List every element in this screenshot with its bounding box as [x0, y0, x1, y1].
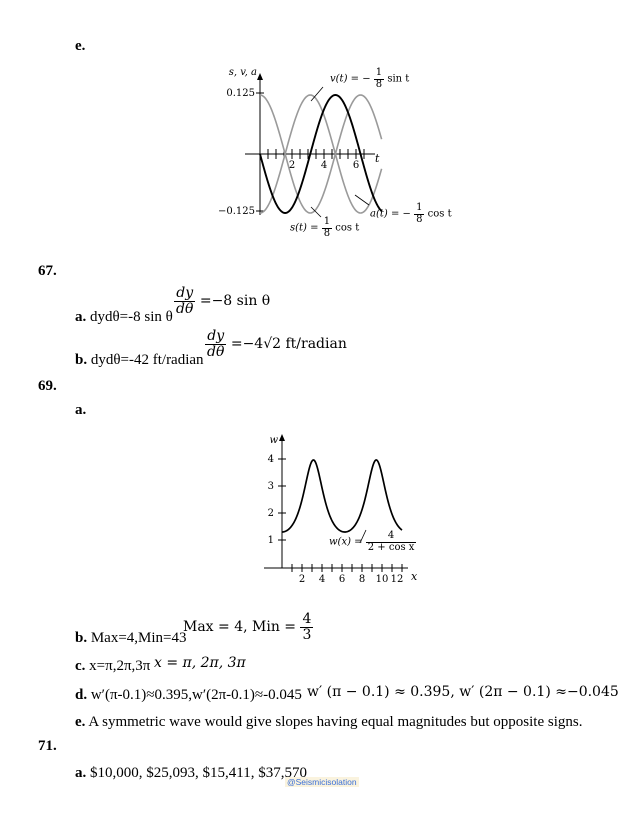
w-x-tick-2: 2: [298, 574, 306, 585]
p69-b-label: b.: [75, 630, 88, 646]
p67-b-line: [75, 352, 204, 369]
p71-a-text: $10,000, $25,093, $15,411, $37,570: [90, 765, 307, 781]
watermark-link[interactable]: @Seismicisolation: [287, 777, 357, 787]
p69-b-text: Max=4,Min=43: [90, 630, 187, 646]
a-function-label: a(t) = − $\frac{1}{8}$ cos t: [370, 202, 452, 225]
w-x-tick-6: 6: [338, 574, 346, 585]
p69-c-math: x = π, 2π, 3π: [154, 655, 246, 671]
x-axis-label: t: [375, 152, 380, 165]
p69-b-math: Max = 4, Min = $\frac{4}{3}$: [183, 611, 312, 643]
p69-c-label: c.: [75, 658, 86, 674]
a-leader: [355, 195, 369, 205]
x-tick-label-2: 2: [288, 160, 296, 171]
p69-e-label: e.: [75, 714, 86, 730]
p69-e-text: A symmetric wave would give slopes having equal magnitudes but opposite signs.: [88, 714, 583, 730]
w-function-label: w(x) = $\frac{4}{\text{2 + cos x}}$: [329, 530, 415, 553]
w-x-tick-12: 12: [390, 574, 404, 585]
w-x-axis-label: x: [411, 570, 418, 583]
p69-d-math: w′ (π − 0.1) ≈ 0.395, w′ (2π − 0.1) ≈−0.045: [307, 684, 619, 700]
p69-d-label: d.: [75, 687, 88, 703]
w-y-tick-2: 2: [267, 508, 274, 519]
problem-69-number: 69.: [38, 378, 57, 394]
p67-b-math: $\frac{dy}{d\theta}$ =−4√2 ft/radian: [207, 328, 347, 360]
p69-d-line: [75, 687, 302, 704]
p69-c-line: [75, 658, 150, 675]
w-x-tick-8: 8: [358, 574, 366, 585]
problem-67-number: 67.: [38, 263, 57, 279]
w-curve: [282, 460, 402, 532]
p67-b-text: dydθ=-42 ft/radian: [90, 352, 204, 368]
p67-a-line: [75, 309, 173, 326]
p69-a-label: a.: [75, 402, 87, 418]
x-tick-label-6: 6: [352, 160, 360, 171]
p71-a-line: [75, 765, 307, 782]
p67-a-label: a.: [75, 309, 87, 325]
w-y-tick-4: 4: [267, 454, 274, 465]
p67-a-math: $\frac{dy}{d\theta}$ =−8 sin θ: [176, 285, 271, 317]
y-tick-label-top: 0.125: [226, 88, 255, 99]
p67-b-label: b.: [75, 352, 88, 368]
w-y-tick-1: 1: [267, 535, 274, 546]
y-tick-label-bottom: −0.125: [217, 206, 255, 217]
p67-a-text: dydθ=-8 sin θ: [90, 309, 173, 325]
s-function-label: s(t) = $\frac{1}{8}$ cos t: [290, 216, 360, 239]
problem-71-number: 71.: [38, 738, 57, 754]
y-axis-label: s, v, a: [228, 67, 257, 78]
part-e-label: e.: [75, 38, 86, 54]
x-tick-label-4: 4: [320, 160, 328, 171]
p69-c-text: x=π,2π,3π: [89, 658, 151, 674]
p69-e-line: [75, 714, 582, 731]
w-y-axis-arrow: [279, 434, 285, 441]
y-axis-arrow: [257, 73, 263, 80]
w-y-axis-label: w: [269, 435, 278, 446]
p69-b-line: [75, 630, 187, 647]
w-x-tick-10: 10: [375, 574, 389, 585]
w-graph: [258, 430, 428, 590]
w-y-tick-3: 3: [267, 481, 274, 492]
p71-a-label: a.: [75, 765, 87, 781]
v-function-label: v(t) = − $\frac{1}{8}$ sin t: [330, 67, 410, 90]
p69-d-text: w′(π-0.1)≈0.395,w′(2π-0.1)≈-0.045: [90, 687, 302, 703]
w-x-tick-4: 4: [318, 574, 326, 585]
